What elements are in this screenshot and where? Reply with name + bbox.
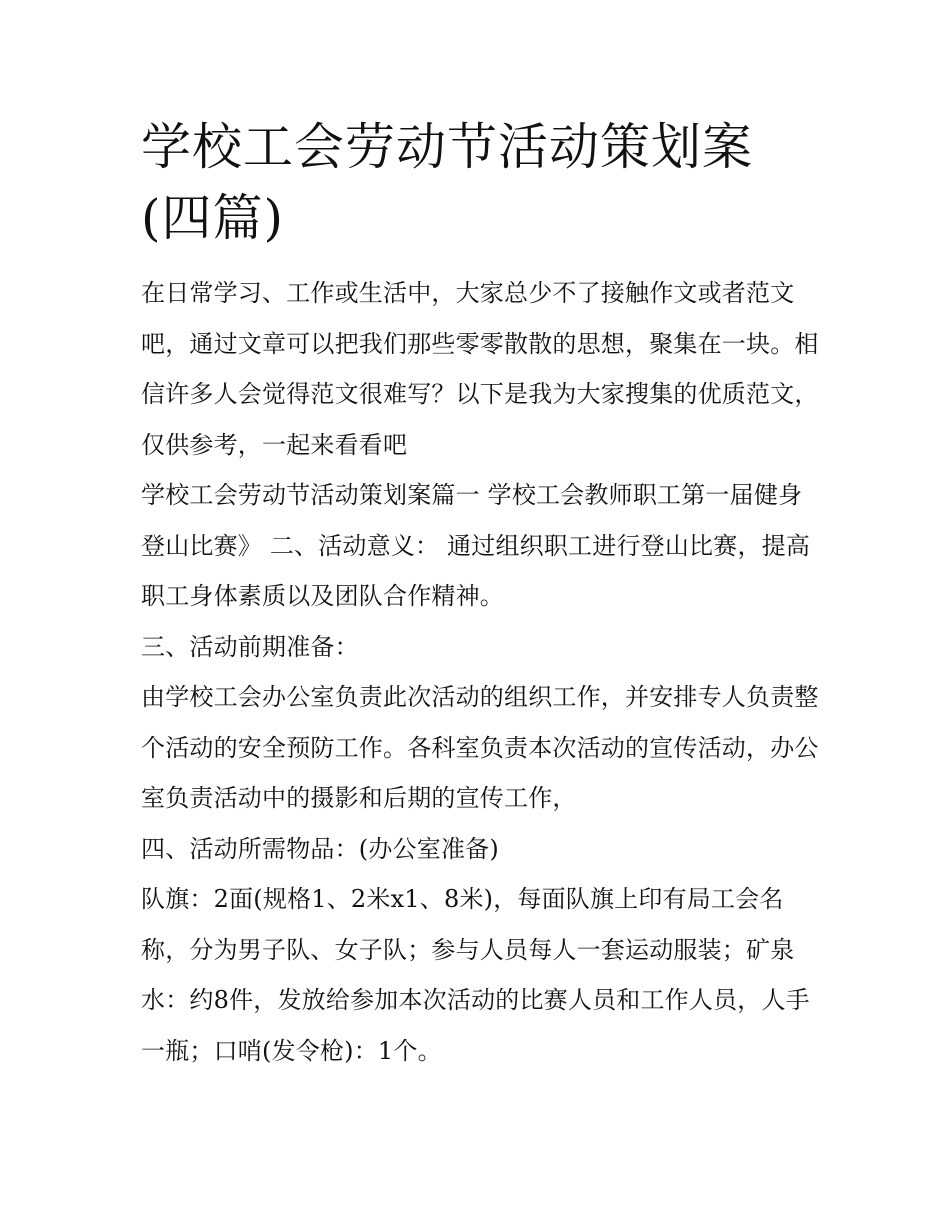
- paragraph-heading-supplies: 四、活动所需物品：(办公室准备): [141, 834, 499, 863]
- paragraph-supplies: 队旗：2面(规格1、2米x1、8米)，每面队旗上印有局工会名称，分为男子队、女子队；参与人员每人一套运动服装；矿泉水：约8件，发放给参加本次活动的比赛人员和工作人员，人手一瓶；口哨(发令枪)：1个。: [141, 885, 810, 1065]
- paragraph-section-one: 学校工会劳动节活动策划案篇一 学校工会教师职工第一届健身登山比赛》 二、活动意义： 通过组织职工进行登山比赛，提高职工身体素质以及团队合作精神。: [141, 481, 811, 610]
- paragraph-preparation: 由学校工会办公室负责此次活动的组织工作，并安排专人负责整个活动的安全预防工作。各科室负责本次活动的宣传活动，办公室负责活动中的摄影和后期的宣传工作，: [141, 683, 819, 812]
- paragraph-intro: 在日常学习、工作或生活中，大家总少不了接触作文或者范文吧，通过文章可以把我们那些零零散散的思想，聚集在一块。相信许多人会觉得范文很难写？以下是我为大家搜集的优质范文，仅供参考，一起来看看吧: [141, 279, 819, 459]
- document-page: [141, 112, 821, 1076]
- paragraph-heading-preparation: 三、活动前期准备：: [141, 632, 359, 661]
- document-title: 学校工会劳动节活动策划案(四篇): [141, 118, 753, 247]
